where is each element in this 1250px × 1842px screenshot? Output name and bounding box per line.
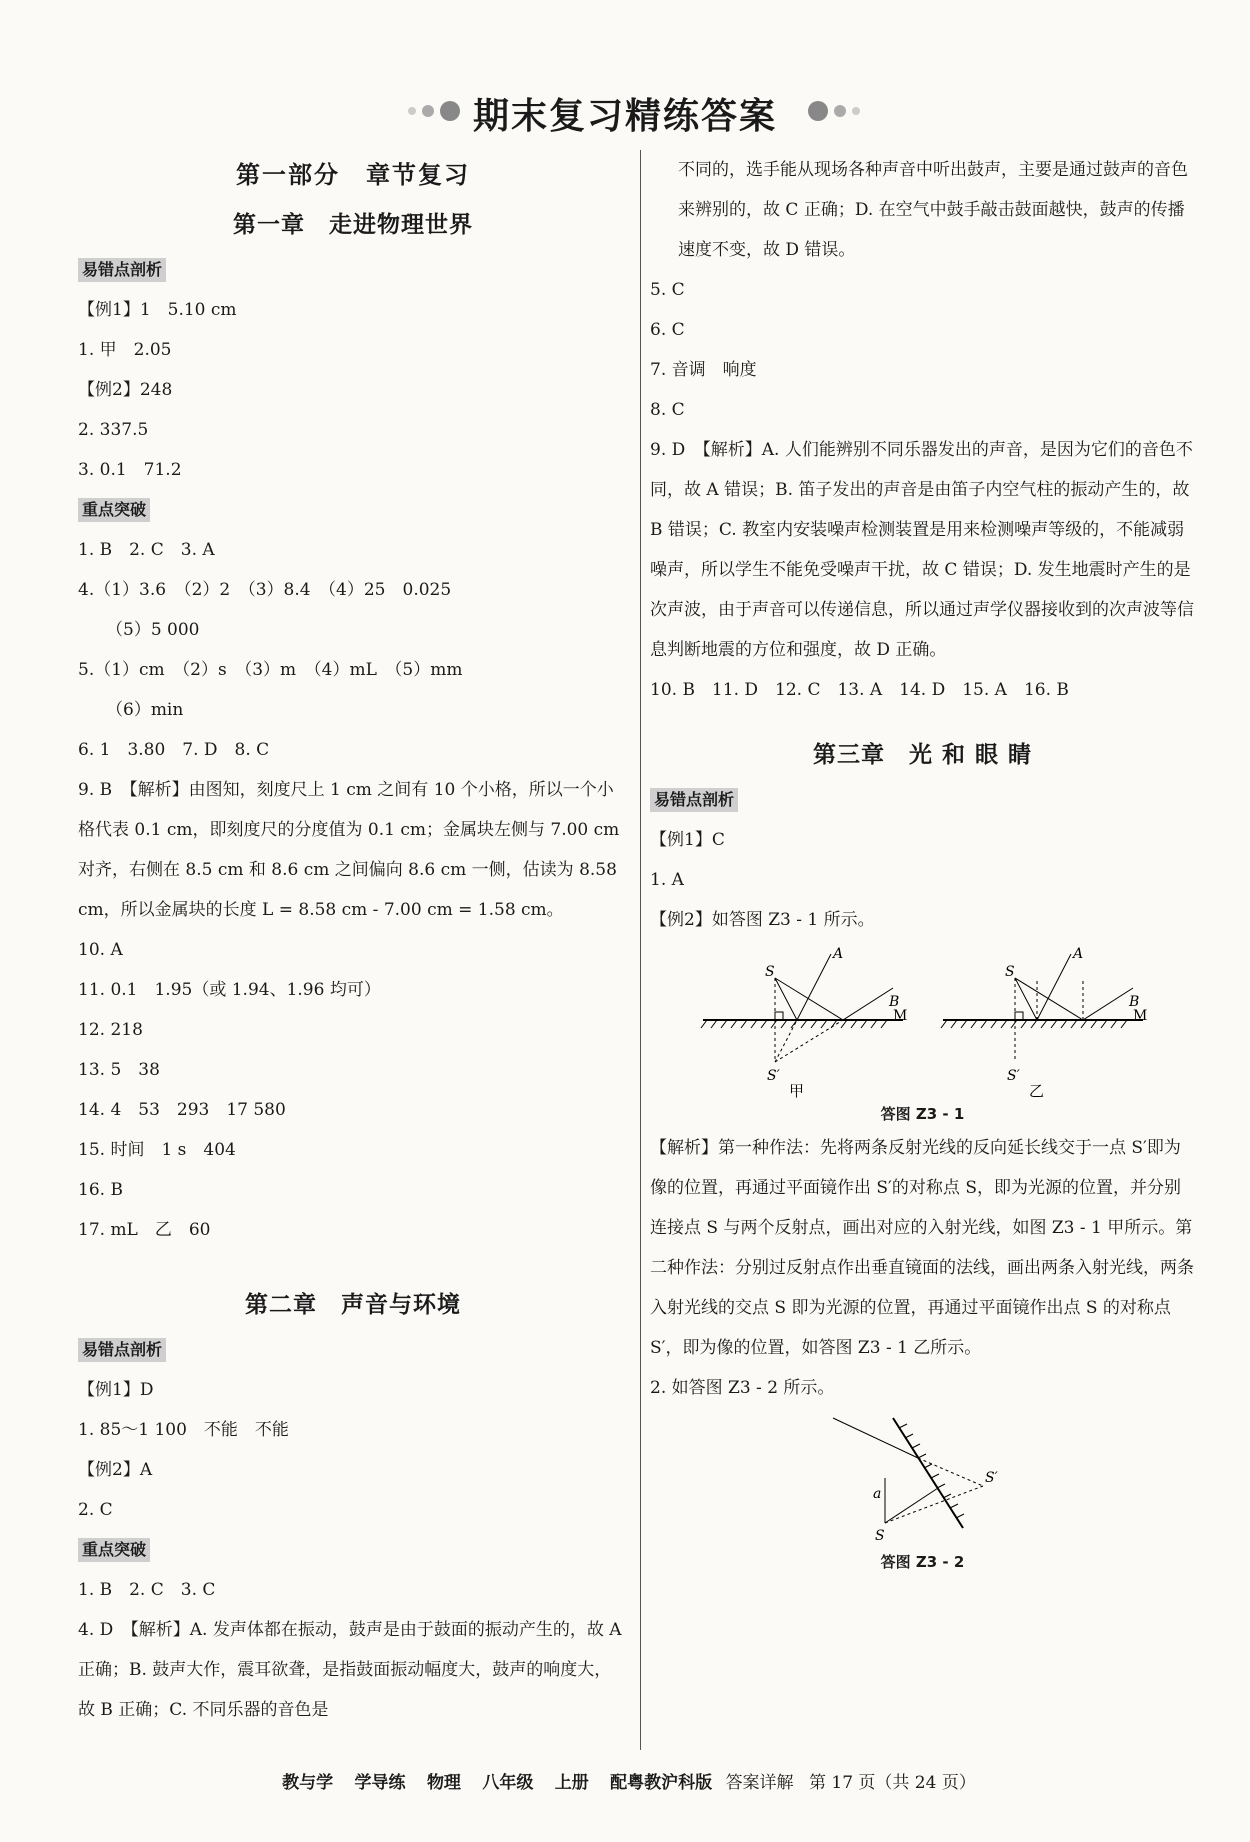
footer-volume: 上册: [554, 1773, 589, 1793]
footer-grade: 八年级: [482, 1773, 534, 1793]
answer-line: 7. 音调 响度: [650, 360, 757, 380]
page-title: 期末复习精练答案: [472, 96, 777, 137]
answer-line: 1. 85～1 100 不能 不能: [78, 1420, 289, 1440]
answer-line: 11. 0.1 1.95（或 1.94、1.96 均可）: [78, 980, 381, 1000]
figure-caption: 答图 Z3 - 2: [880, 1553, 965, 1571]
fig-label: B: [888, 994, 899, 1010]
footer-edition: 配粤教沪科版: [610, 1773, 713, 1793]
figure-caption: 答图 Z3 - 1: [880, 1105, 965, 1123]
answer-line: 15. 时间 1 s 404: [78, 1140, 236, 1160]
answer-line: 16. B: [78, 1180, 123, 1200]
answer-analysis: 4. D 【解析】A. 发声体都在振动，鼓声是由于鼓面的振动产生的，故 A 正确；B. 鼓声大作，震耳欲聋，是指鼓面振动幅度大，鼓声的响度大，故 B 正确；C. 不同乐器的音色是: [78, 1620, 622, 1720]
figure-yi: [941, 946, 1147, 1100]
fig-label: S: [764, 964, 775, 980]
answer-line: 2. C: [78, 1500, 113, 1520]
fig-label: a: [872, 1486, 881, 1502]
footer-page-number: 第 17 页（共 24 页）: [808, 1773, 976, 1793]
answer-line: 1. 甲 2.05: [78, 340, 172, 360]
right-column: [650, 150, 1195, 1576]
answer-line: 【例2】如答图 Z3 - 1 所示。: [650, 910, 875, 930]
fig-label: B: [1128, 994, 1139, 1010]
answer-line: 13. 5 38: [78, 1060, 160, 1080]
section-tag: 易错点剖析: [650, 788, 738, 812]
answer-line: 1. A: [650, 870, 684, 890]
footer-series: 学导练: [354, 1773, 406, 1793]
answer-line: 【例1】D: [78, 1380, 154, 1400]
column-divider: [640, 150, 641, 1750]
answer-analysis: 【解析】第一种作法：先将两条反射光线的反向延长线交于一点 S′即为像的位置，再通过平面镜作出 S′的对称点 S，即为光源的位置，并分别连接点 S 与两个反射点，画出对应的入射光线，如图 Z3 - 1 甲所示。第二种作法：分别过反射点作出垂直镜面的法线，画出两条入射光线，两条入射光线的交点 S 即为光源的位置，再通过平面镜作出点 S 的对称点 S′，即为像的位置，如答图 Z3 - 1 乙所示。: [650, 1138, 1194, 1358]
answer-line: 10. A: [78, 940, 123, 960]
mirror-reflection-figure: [693, 940, 1153, 1100]
fig-label: A: [1072, 946, 1083, 962]
fig-label: S′: [984, 1470, 998, 1486]
answer-line: 2. 337.5: [78, 420, 149, 440]
answer-line: 6. 1 3.80 7. D 8. C: [78, 740, 270, 760]
answer-line: 12. 218: [78, 1020, 143, 1040]
answer-line: 1. B 2. C 3. C: [78, 1580, 216, 1600]
answer-line: （5）5 000: [106, 620, 200, 640]
chapter-3-title: 第三章 光 和 眼 睛: [812, 742, 1033, 768]
fig-label: S: [874, 1528, 885, 1544]
plane-mirror-figure: [823, 1408, 1023, 1548]
answer-line: 4.（1）3.6 （2）2 （3）8.4 （4）25 0.025: [78, 580, 452, 600]
section-tag: 重点突破: [78, 1538, 150, 1562]
figure-jia: [701, 946, 907, 1100]
title-decoration-right: [805, 100, 863, 121]
footer-section: 答案详解: [725, 1773, 794, 1793]
answer-line: 3. 0.1 71.2: [78, 460, 182, 480]
fig-label: M: [892, 1008, 907, 1024]
chapter-2-title: 第二章 声音与环境: [245, 1292, 461, 1318]
answer-line: 6. C: [650, 320, 685, 340]
section-tag: 易错点剖析: [78, 258, 166, 282]
answer-analysis: 9. D 【解析】A. 人们能辨别不同乐器发出的声音，是因为它们的音色不同，故 A 错误；B. 笛子发出的声音是由笛子内空气柱的振动产生的，故 B 错误；C. 教室内安装噪声检测装置是用来检测噪声等级的，不能减弱噪声，所以学生不能免受噪声干扰，故 C 错误；D. 发生地震时产生的是次声波，由于声音可以传递信息，所以通过声学仪器接收到的次声波等信息判断地震的方位和强度，故 D 正确。: [650, 440, 1194, 660]
answer-analysis: 不同的，选手能从现场各种声音中听出鼓声，主要是通过鼓声的音色来辨别的，故 C 正确；D. 在空气中鼓手敲击鼓面越快，鼓声的传播速度不变，故 D 错误。: [678, 160, 1188, 260]
answer-line: 1. B 2. C 3. A: [78, 540, 215, 560]
answer-line: 17. mL 乙 60: [78, 1220, 211, 1240]
section-tag: 易错点剖析: [78, 1338, 166, 1362]
fig-label: A: [832, 946, 843, 962]
answer-line: 【例2】A: [78, 1460, 153, 1480]
fig-label: S′: [1006, 1068, 1020, 1084]
section-tag: 重点突破: [78, 498, 150, 522]
chapter-1-title: 第一章 走进物理世界: [233, 212, 473, 238]
answer-line: 8. C: [650, 400, 685, 420]
answer-line: 10. B 11. D 12. C 13. A 14. D 15. A 16. B: [650, 680, 1069, 700]
answer-line: 【例2】248: [78, 380, 173, 400]
footer-subject: 物理: [426, 1773, 461, 1793]
answer-line: （6）min: [106, 700, 184, 720]
fig-sublabel: 甲: [788, 1082, 804, 1100]
fig-label: S′: [766, 1068, 780, 1084]
fig-sublabel: 乙: [1028, 1082, 1044, 1100]
answer-analysis: 9. B 【解析】由图知，刻度尺上 1 cm 之间有 10 个小格，所以一个小格代表 0.1 cm，即刻度尺的分度值为 0.1 cm；金属块左侧与 7.00 cm 对齐，右侧在 8.5 cm 和 8.6 cm 之间偏向 8.6 cm 一侧，估读为 8.58 cm，所以金属块的长度 L = 8.58 cm - 7.00 cm = 1.58 cm。: [78, 780, 620, 920]
answer-line: 【例1】1 5.10 cm: [78, 300, 237, 320]
part-title: 第一部分 章节复习: [236, 161, 470, 189]
fig-label: M: [1132, 1008, 1147, 1024]
page-footer: [0, 1768, 1250, 1793]
answer-line: 2. 如答图 Z3 - 2 所示。: [650, 1378, 835, 1398]
left-column: [78, 150, 628, 1730]
fig-label: S: [1004, 964, 1015, 980]
answer-line: 14. 4 53 293 17 580: [78, 1100, 286, 1120]
answer-line: 5.（1）cm （2）s （3）m （4）mL （5）mm: [78, 660, 463, 680]
footer-book: 教与学: [282, 1773, 334, 1793]
answer-line: 【例1】C: [650, 830, 725, 850]
answer-line: 5. C: [650, 280, 685, 300]
